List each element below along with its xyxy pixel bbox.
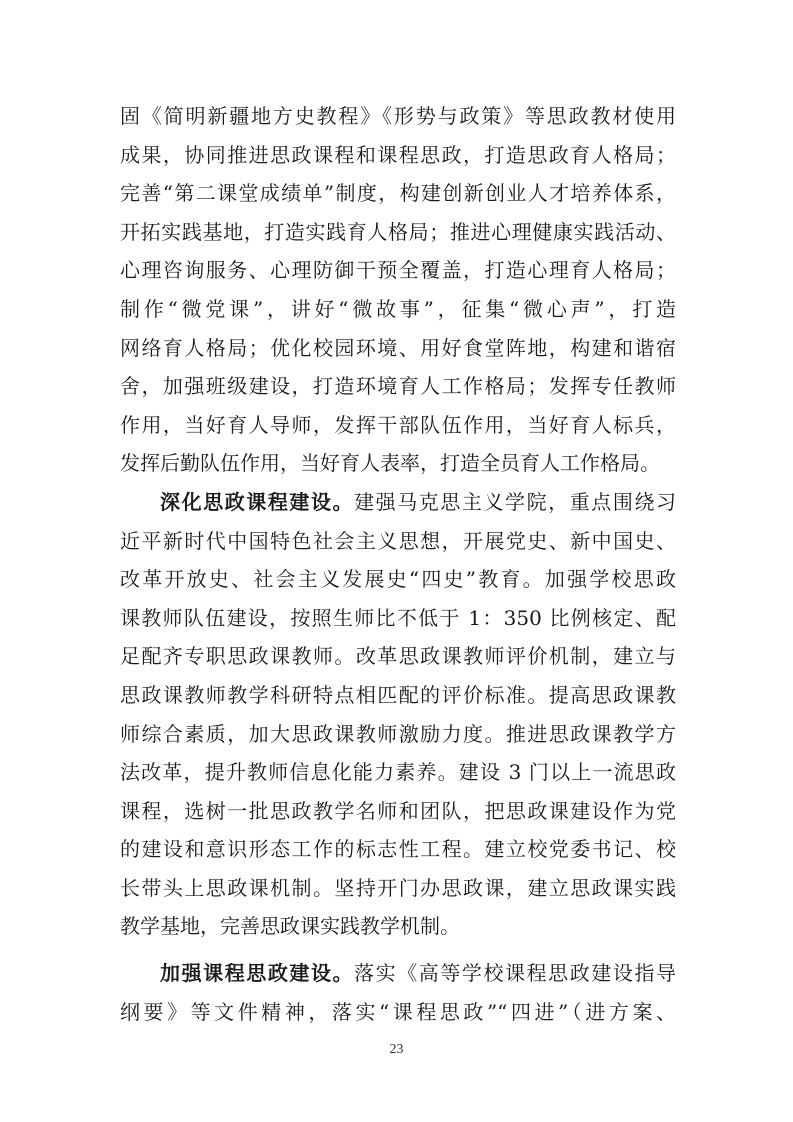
paragraph-line: 改革开放史、社会主义发展史“四史”教育。加强学校思政	[120, 567, 676, 592]
paragraph-line: 思政课教师教学科研特点相匹配的评价标准。提高思政课教	[120, 682, 676, 707]
paragraph-line: 纲要》等文件精神，落实“课程思政”“四进”（进方案、	[120, 999, 676, 1024]
paragraph-line: 开拓实践基地，打造实践育人格局；推进心理健康实践活动、	[120, 219, 676, 244]
paragraph-line: 教学基地，完善思政课实践教学机制。	[120, 914, 460, 939]
paragraph-line: 完善“第二课堂成绩单”制度，构建创新创业人才培养体系，	[120, 181, 676, 206]
paragraph-line: 网络育人格局；优化校园环境、用好食堂阵地，构建和谐宿	[120, 335, 676, 360]
paragraph-line: 舍，加强班级建设，打造环境育人工作格局；发挥专任教师	[120, 374, 676, 399]
page-number: 23	[389, 1042, 404, 1057]
paragraph-spacer	[120, 946, 676, 954]
paragraph-first-line	[120, 954, 676, 993]
paragraph-line: 的建设和意识形态工作的标志性工程。建立校党委书记、校	[120, 837, 676, 862]
paragraph-text: 落实《高等学校课程思政建设指导	[354, 961, 677, 986]
paragraph-line: 发挥后勤队伍作用，当好育人表率，打造全员育人工作格局。	[120, 451, 660, 476]
document-body	[120, 97, 676, 1031]
paragraph-2	[120, 483, 676, 946]
paragraph-line: 近平新时代中国特色社会主义思想，开展党史、新中国史、	[120, 528, 676, 553]
paragraph-line: 成果，协同推进思政课程和课程思政，打造思政育人格局；	[120, 142, 676, 167]
paragraph-line: 制作“微党课”，讲好“微故事”，征集“微心声”，打造	[120, 296, 676, 321]
paragraph-first-line	[120, 483, 676, 522]
paragraph-line: 长带头上思政课机制。坚持开门办思政课，建立思政课实践	[120, 875, 676, 900]
paragraph-line: 师综合素质，加大思政课教师激励力度。推进思政课教学方	[120, 721, 676, 746]
section-heading: 加强课程思政建设。	[160, 961, 355, 986]
paragraph-line: 足配齐专职思政课教师。改革思政课教师评价机制，建立与	[120, 644, 676, 669]
paragraph-text: 建强马克思主义学院，重点围绕习	[354, 489, 677, 514]
paragraph-3	[120, 954, 676, 1031]
paragraph-line: 作用，当好育人导师，发挥干部队伍作用，当好育人标兵，	[120, 412, 676, 437]
paragraph-line: 课教师队伍建设，按照生师比不低于 1：350 比例核定、配	[120, 605, 676, 630]
paragraph-line: 法改革，提升教师信息化能力素养。建设 3 门以上一流思政	[120, 760, 676, 785]
paragraph-line: 课程，选树一批思政教学名师和团队，把思政课建设作为党	[120, 798, 676, 823]
paragraph-line: 固《简明新疆地方史教程》《形势与政策》等思政教材使用	[120, 104, 676, 128]
section-heading: 深化思政课程建设。	[160, 489, 355, 514]
paragraph-line: 心理咨询服务、心理防御干预全覆盖，打造心理育人格局；	[120, 258, 676, 283]
paragraph-1	[120, 97, 676, 483]
